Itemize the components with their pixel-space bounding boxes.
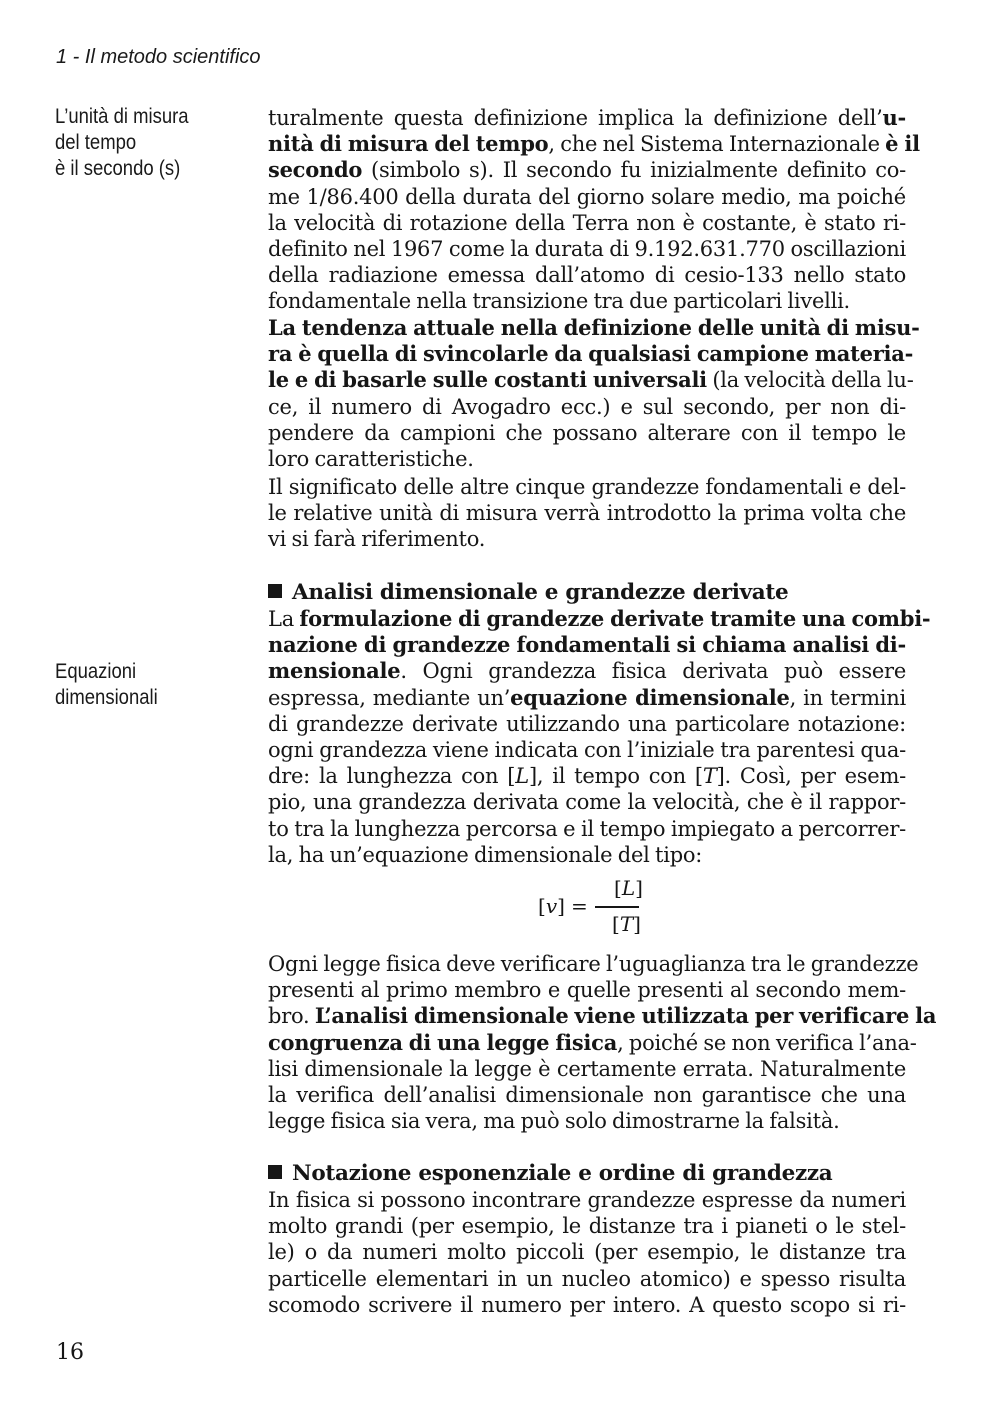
margin-note-line: L’unità di misura xyxy=(55,105,189,128)
square-bullet-icon xyxy=(268,1165,282,1179)
margin-note-line: è il secondo (s) xyxy=(55,157,181,180)
section-heading-exponential-notation: Notazione esponenziale e ordine di grandezza xyxy=(268,1161,832,1186)
text-line: to tra la lunghezza percorsa e il tempo impiegato a percorrer- xyxy=(268,816,906,841)
text-line: pio, una grandezza derivata come la velocità, che è il rappor- xyxy=(268,790,906,815)
formula-numerator: [L] xyxy=(614,876,643,900)
dimensional-equation-velocity xyxy=(538,876,678,946)
margin-note-line: Equazioni xyxy=(55,660,137,683)
paragraph-current-trend xyxy=(268,315,920,472)
text-line: bro. L’analisi dimensionale viene utilizzata per verificare la xyxy=(268,1003,937,1029)
paragraph-exponential-notation xyxy=(268,1187,906,1318)
text-line: ce, il numero di Avogadro ecc.) e sul secondo, per non di- xyxy=(268,394,906,419)
text-line: espressa, mediante un’equazione dimensionale, in termini xyxy=(268,684,906,710)
margin-note-line: del tempo xyxy=(55,131,137,154)
page-number: 16 xyxy=(56,1340,84,1365)
margin-note-line: dimensionali xyxy=(55,686,158,709)
margin-note-dimensional-equations xyxy=(55,659,235,711)
text-line: In fisica si possono incontrare grandezze espresse da numeri xyxy=(268,1188,906,1212)
text-line: congruenza di una legge fisica, poiché se non verifica l’ana- xyxy=(268,1029,917,1055)
text-line: nità di misura del tempo, che nel Sistema Internazionale è il xyxy=(268,131,920,157)
formula-equals: = xyxy=(571,894,588,918)
text-line: dre: la lunghezza con [L], il tempo con [T]. Così, per esem- xyxy=(268,764,906,789)
text-line: la velocità di rotazione della Terra non è costante, è stato ri- xyxy=(268,210,906,235)
text-line: Ogni legge fisica deve verificare l’uguaglianza tra le grandezze xyxy=(268,952,919,976)
text-line: di grandezze derivate utilizzando una particolare notazione: xyxy=(268,711,906,736)
margin-note-unit-time xyxy=(55,104,235,182)
text-line: vi si farà riferimento. xyxy=(268,527,486,552)
text-line: la verifica dell’analisi dimensionale non garantisce che una xyxy=(268,1083,906,1108)
text-line: Il significato delle altre cinque grandezze fondamentali e del- xyxy=(268,475,906,499)
paragraph-physical-law-check xyxy=(268,951,937,1134)
text-line: presenti al primo membro e quelle presenti al secondo mem- xyxy=(268,978,906,1003)
formula-lhs: [v] xyxy=(538,894,565,918)
text-line: della radiazione emessa dall’atomo di cesio-133 nello stato xyxy=(268,263,906,288)
text-line: la, ha un’equazione dimensionale del tipo: xyxy=(268,842,703,867)
text-line: le relative unità di misura verrà introdotto la prima volta che xyxy=(268,501,906,526)
text-line: pendere da campioni che possano alterare con il tempo le xyxy=(268,420,906,445)
text-line: lisi dimensionale la legge è certamente errata. Naturalmente xyxy=(268,1056,906,1081)
text-line: fondamentale nella transizione tra due particolari livelli. xyxy=(268,289,850,314)
text-line: La tendenza attuale nella definizione delle unità di misu- xyxy=(268,315,920,340)
text-line: secondo (simbolo s). Il secondo fu inizialmente definito co- xyxy=(268,157,906,183)
text-line: nazione di grandezze fondamentali si chiama analisi di- xyxy=(268,632,906,658)
text-line: le) o da numeri molto piccoli (per esempio, le distanze tra xyxy=(268,1240,906,1265)
text-line: legge fisica sia vera, ma può solo dimostrarne la falsità. xyxy=(268,1109,840,1134)
text-line: loro caratteristiche. xyxy=(268,447,474,472)
running-head: 1 - Il metodo scientifico xyxy=(56,46,261,68)
section-heading-dimensional-analysis: Analisi dimensionale e grandezze derivate xyxy=(268,580,788,605)
text-line: La formulazione di grandezze derivate tramite una combi- xyxy=(268,606,931,631)
formula-denominator: [T] xyxy=(612,912,641,936)
text-line: turalmente questa definizione implica la definizione dell’u- xyxy=(268,105,906,130)
paragraph-other-quantities xyxy=(268,474,906,553)
text-line: definito nel 1967 come la durata di 9.192.631.770 oscillazioni xyxy=(268,237,906,262)
text-line: ra è quella di svincolarle da qualsiasi campione materia- xyxy=(268,341,914,367)
text-line: ogni grandezza viene indicata con l’iniziale tra parentesi qua- xyxy=(268,738,906,763)
text-line: le e di basarle sulle costanti universali (la velocità della lu- xyxy=(268,367,914,393)
text-line: particelle elementari in un nucleo atomico) e spesso risulta xyxy=(268,1266,906,1291)
text-line: scomodo scrivere il numero per intero. A questo scopo si ri- xyxy=(268,1292,906,1317)
text-line: me 1/86.400 della durata del giorno solare medio, ma poiché xyxy=(268,184,906,209)
text-line: molto grandi (per esempio, le distanze tra i pianeti o le stel- xyxy=(268,1214,906,1239)
fraction-bar xyxy=(595,906,639,908)
paragraph-dimensional-analysis xyxy=(268,606,931,868)
paragraph-unit-of-time xyxy=(268,105,920,315)
text-line: mensionale. Ogni grandezza fisica derivata può essere xyxy=(268,658,906,684)
square-bullet-icon xyxy=(268,584,282,598)
